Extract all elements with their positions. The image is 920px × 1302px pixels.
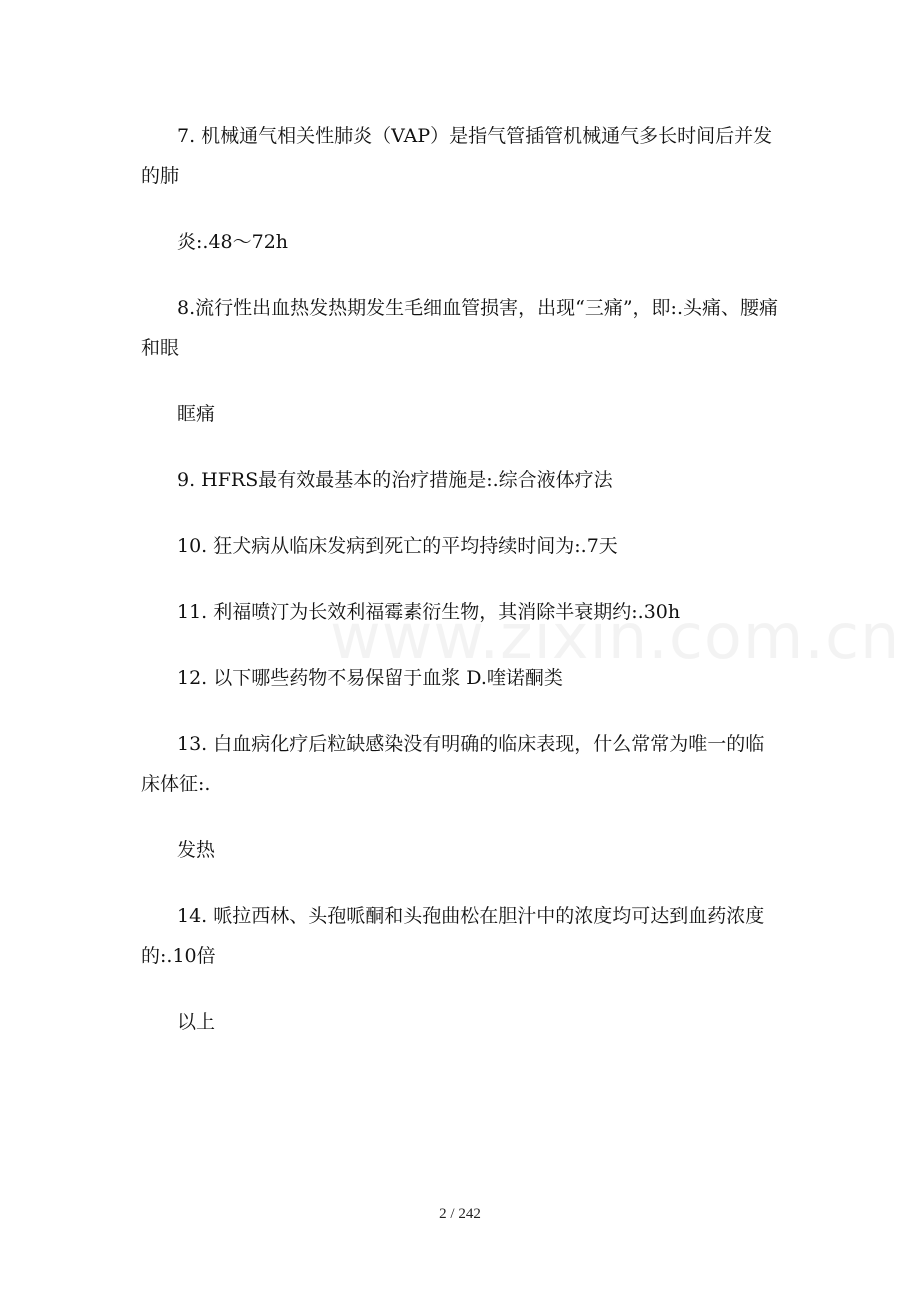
question-14: 14. 哌拉西林、头孢哌酮和头孢曲松在胆汁中的浓度均可达到血药浓度的:.10倍	[141, 905, 765, 967]
total-pages: 242	[458, 1206, 481, 1222]
question-14-continuation: 以上	[177, 1011, 216, 1033]
page-number	[0, 1206, 920, 1223]
question-list	[141, 116, 783, 1042]
question-12: 12. 以下哪些药物不易保留于血浆 D.喹诺酮类	[177, 667, 563, 689]
question-7-continuation: 炎:.48～72h	[177, 231, 289, 253]
question-10: 10. 狂犬病从临床发病到死亡的平均持续时间为:.7天	[177, 535, 618, 557]
page-separator: /	[450, 1206, 455, 1222]
question-8-continuation: 眶痛	[177, 403, 216, 425]
question-9: 9. HFRS最有效最基本的治疗措施是:.综合液体疗法	[177, 469, 613, 491]
question-11: 11. 利福喷汀为长效利福霉素衍生物，其消除半衰期约:.30h	[177, 601, 681, 623]
question-13: 13. 白血病化疗后粒缺感染没有明确的临床表现，什么常常为唯一的临床体征:.	[141, 733, 765, 795]
current-page: 2	[439, 1206, 447, 1222]
question-8: 8.流行性出血热发热期发生毛细血管损害，出现“三痛”，即:.头痛、腰痛和眼	[141, 297, 778, 359]
question-13-continuation: 发热	[177, 839, 216, 861]
question-7: 7. 机械通气相关性肺炎（VAP）是指气管插管机械通气多长时间后并发的肺	[141, 125, 773, 187]
